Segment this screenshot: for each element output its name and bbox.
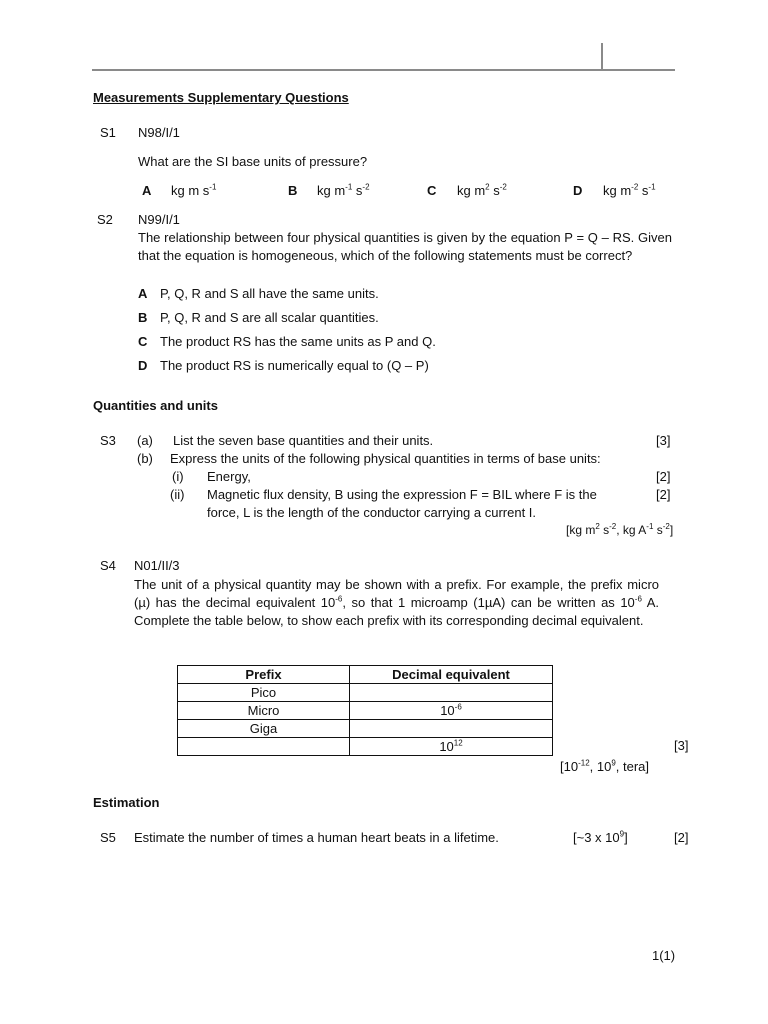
s4-paragraph: The unit of a physical quantity may be shown with a prefix. For example, the prefix micro (µ) has the decimal equivalent $10^{-6}$, so that 1 microamp (1µA) can be written as $10^{-6}$ A. Complete the table below, to show each prefix with its corresponding decimal equivalent. (134, 577, 659, 628)
table-cell-decimal (350, 684, 553, 702)
s3-part-bi-marks: [2] (656, 469, 671, 484)
s1-option-b-text: kg $m^{-1}$ $s^{-2}$ (317, 182, 370, 198)
s4-answer: [$10^{-12}$, $10^9$, tera] (560, 758, 650, 774)
table-cell-prefix (178, 738, 350, 756)
s2-option-c-letter: C (138, 334, 148, 349)
s4-reference: N01/II/3 (134, 558, 180, 573)
s1-reference: N98/I/1 (138, 125, 180, 140)
s3-number: S3 (100, 433, 116, 448)
s5-number: S5 (100, 830, 116, 845)
table-header-row (178, 666, 553, 684)
table-cell-prefix: Micro (178, 702, 350, 720)
s1-option-c-text: kg $m^2$ $s^{-2}$ (457, 182, 507, 198)
table-header-decimal: Decimal equivalent (350, 666, 553, 684)
s4-marks: [3] (674, 738, 689, 753)
s3-answer: [kg $m^2$ $s^{-2}$, kg $A^{-1}$ $s^{-2}$] (566, 522, 674, 537)
s5-question: Estimate the number of times a human heart beats in a lifetime. (134, 830, 499, 845)
s2-option-d-letter: D (138, 358, 148, 373)
table-cell-decimal (350, 720, 553, 738)
s2-question: The relationship between four physical quantities is given by the equation P = Q – RS. Given that the equation is homogeneous, which of the following statements must be correct? (138, 230, 672, 263)
s2-option-b-letter: B (138, 310, 148, 325)
s3-part-bi-text: Energy, (207, 469, 251, 484)
header-tick (601, 43, 603, 71)
s1-option-a-letter: A (142, 183, 152, 198)
s1-option-d-letter: D (573, 183, 583, 198)
s1-option-a-text: kg m $s^{-1}$ (171, 182, 217, 198)
s1-option-b-letter: B (288, 183, 298, 198)
table-cell-prefix: Pico (178, 684, 350, 702)
table-row (178, 738, 553, 756)
table-cell-decimal: $10^{12}$ (350, 738, 553, 756)
s2-option-a-letter: A (138, 286, 148, 301)
s5-answer: [~3 x $10^9$] (573, 829, 628, 845)
table-cell-decimal: $10^{-6}$ (350, 702, 553, 720)
s1-question: What are the SI base units of pressure? (138, 154, 368, 169)
section-heading-estimation: Estimation (93, 795, 160, 810)
s3-part-bii-text-line2: force, L is the length of the conductor carrying a current I. (207, 505, 537, 520)
section-heading-quantities: Quantities and units (93, 398, 218, 413)
page-title: Measurements Supplementary Questions (93, 90, 349, 105)
s3-part-a-text: List the seven base quantities and their units. (173, 433, 434, 448)
table-row (178, 702, 553, 720)
s1-option-c-letter: C (427, 183, 437, 198)
prefix-table (177, 665, 553, 756)
table-header-prefix: Prefix (178, 666, 350, 684)
s2-reference: N99/I/1 (138, 212, 180, 227)
table-row (178, 720, 553, 738)
s3-part-a-label: (a) (137, 433, 153, 448)
s2-option-d-text: The product RS is numerically equal to (Q – P) (160, 358, 429, 373)
s3-part-bii-label: (ii) (170, 487, 185, 502)
s5-marks: [2] (674, 830, 689, 845)
s1-number: S1 (100, 125, 116, 140)
header-rule (92, 69, 675, 71)
s3-part-b-text: Express the units of the following physical quantities in terms of base units: (170, 451, 601, 466)
s3-part-b-label: (b) (137, 451, 153, 466)
s3-part-bii-marks: [2] (656, 487, 671, 502)
page-number: 1(1) (652, 948, 676, 963)
s3-part-a-marks: [3] (656, 433, 671, 448)
table-cell-prefix: Giga (178, 720, 350, 738)
s4-number: S4 (100, 558, 116, 573)
s1-option-d-text: kg $m^{-2}$ $s^{-1}$ (603, 182, 656, 198)
s2-option-b-text: P, Q, R and S are all scalar quantities. (160, 310, 379, 325)
s3-part-bii-text-line1: Magnetic flux density, B using the expression F = BIL where F is the (207, 487, 597, 502)
table-row (178, 684, 553, 702)
s2-option-c-text: The product RS has the same units as P and Q. (160, 334, 436, 349)
s2-option-a-text: P, Q, R and S all have the same units. (160, 286, 379, 301)
s2-number: S2 (97, 212, 113, 227)
s3-part-bi-label: (i) (172, 469, 184, 484)
